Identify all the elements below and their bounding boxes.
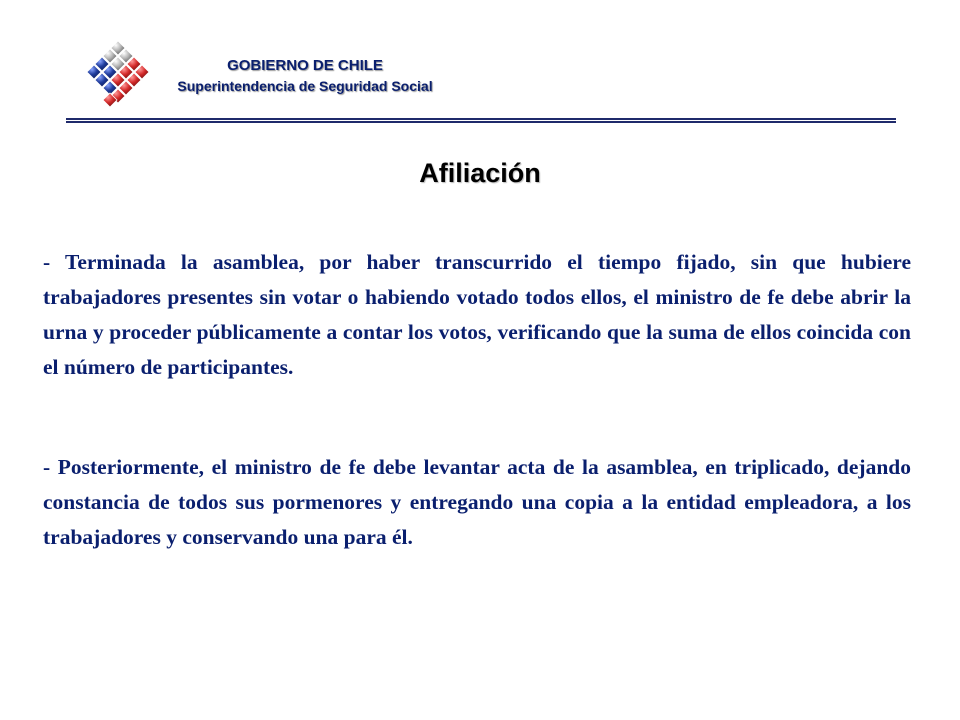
org-line-2: Superintendencia de Seguridad Social	[177, 78, 433, 94]
header-divider	[66, 118, 896, 123]
page-title: Afiliación	[419, 158, 541, 188]
organization-name	[160, 56, 450, 96]
government-cube-logo-icon	[78, 40, 160, 112]
org-line-1: GOBIERNO DE CHILE	[227, 57, 383, 74]
paragraph-1: - Terminada la asamblea, por haber transcurrido el tiempo fijado, sin que hubiere trabajadores presentes sin votar o habiendo votado todos ellos, el ministro de fe debe abrir la urna y proceder públicamente a contar los votos, verificando que la suma de ellos coincida con el número de participantes.	[43, 250, 911, 379]
paragraph-2: - Posteriormente, el ministro de fe debe levantar acta de la asamblea, en triplicado, dejando constancia de todos sus pormenores y entregando una copia a la entidad empleadora, a los trabajadores y conservando una para él.	[43, 455, 911, 549]
